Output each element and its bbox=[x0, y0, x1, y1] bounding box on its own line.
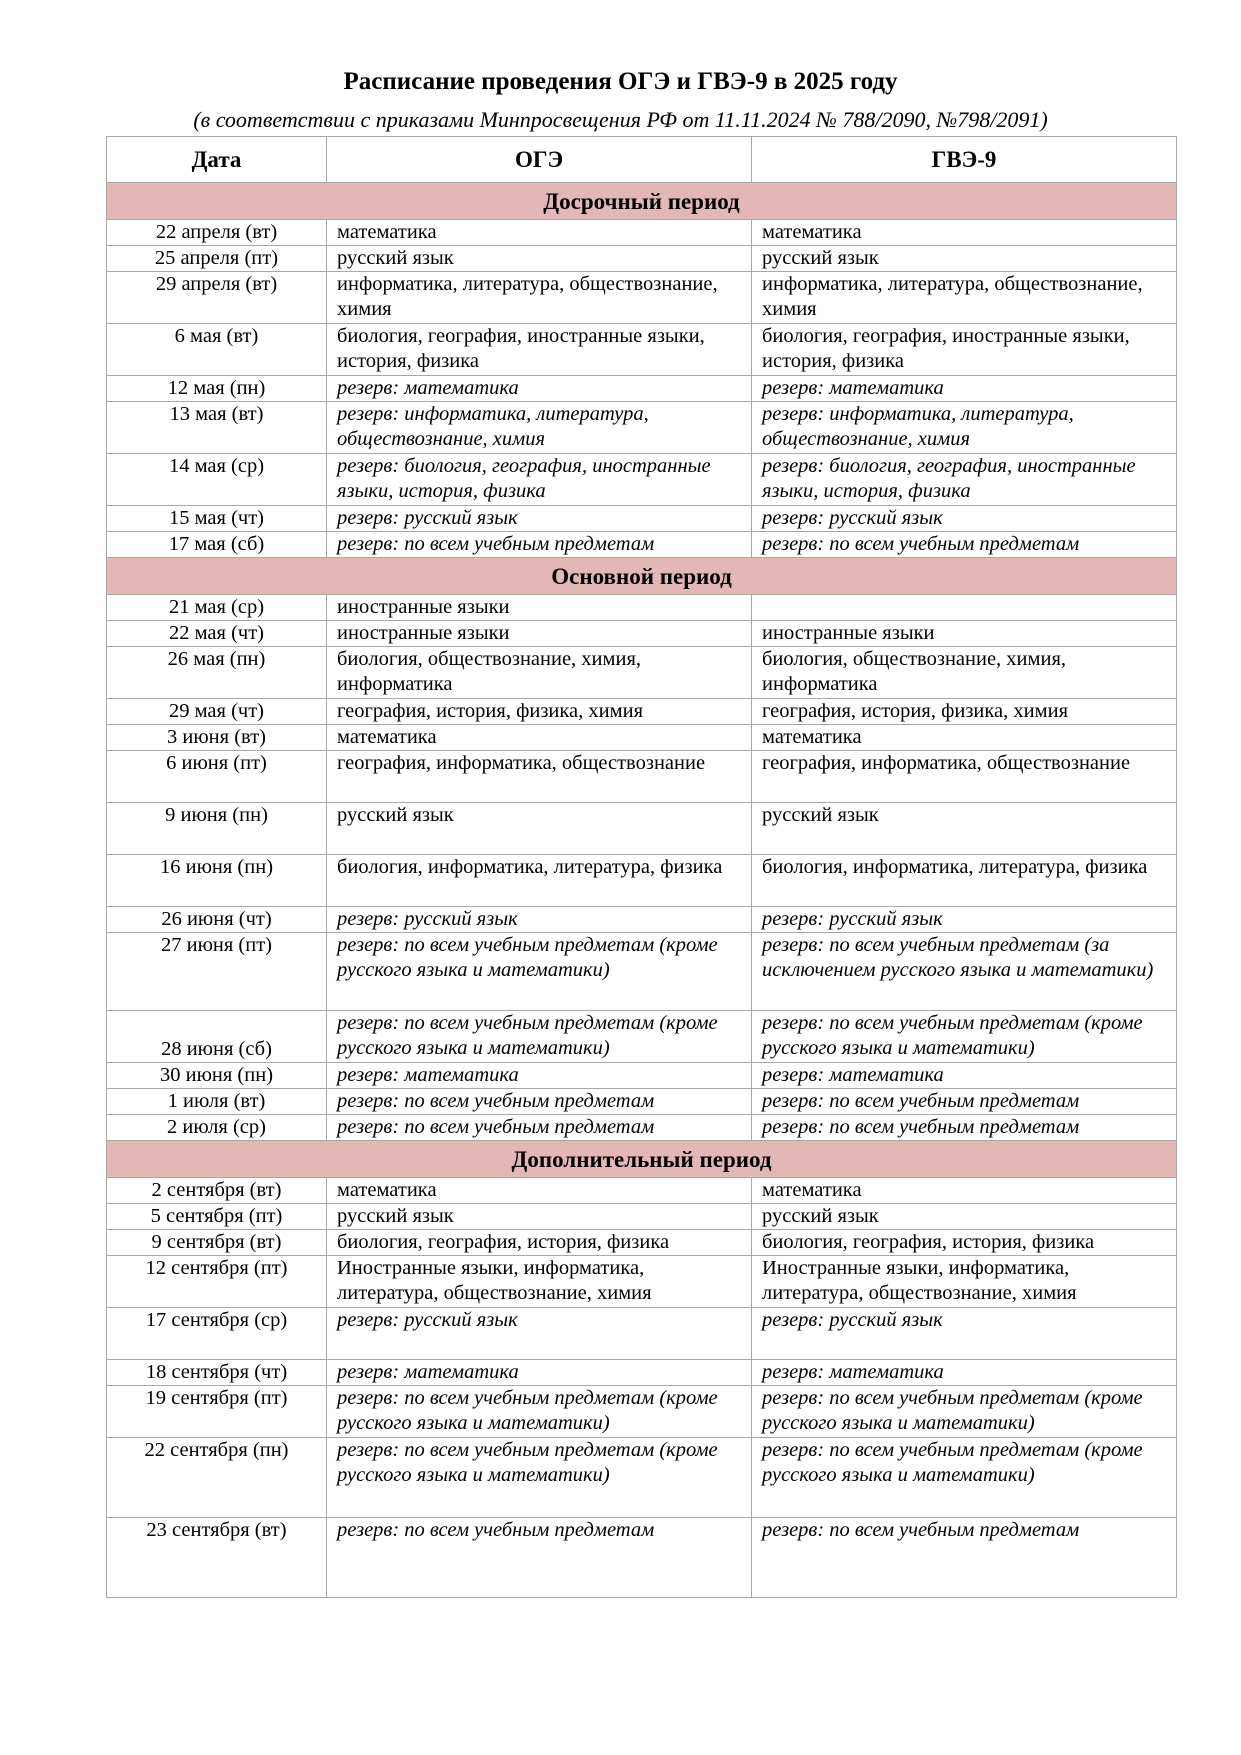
table-row bbox=[107, 1256, 1177, 1308]
date-cell: 15 мая (чт) bbox=[107, 506, 327, 532]
table-row bbox=[107, 402, 1177, 454]
table-row bbox=[107, 1089, 1177, 1115]
oge-cell: информатика, литература, обществознание, химия bbox=[327, 272, 752, 324]
oge-cell: резерв: информатика, литература, обществознание, химия bbox=[327, 402, 752, 454]
date-cell: 29 мая (чт) bbox=[107, 699, 327, 725]
date-cell: 9 сентября (вт) bbox=[107, 1230, 327, 1256]
date-cell: 13 мая (вт) bbox=[107, 402, 327, 454]
table-row bbox=[107, 1308, 1177, 1360]
table-row bbox=[107, 1204, 1177, 1230]
date-cell: 18 сентября (чт) bbox=[107, 1360, 327, 1386]
date-cell: 2 сентября (вт) bbox=[107, 1178, 327, 1204]
oge-cell: иностранные языки bbox=[327, 595, 752, 621]
table-row bbox=[107, 454, 1177, 506]
gve-cell: биология, география, иностранные языки, история, физика bbox=[752, 324, 1177, 376]
date-cell: 19 сентября (пт) bbox=[107, 1386, 327, 1438]
oge-cell: биология, география, история, физика bbox=[327, 1230, 752, 1256]
date-cell: 26 июня (чт) bbox=[107, 907, 327, 933]
document-title: Расписание проведения ОГЭ и ГВЭ-9 в 2025 году bbox=[343, 68, 898, 95]
table-row bbox=[107, 1063, 1177, 1089]
table-row bbox=[107, 1115, 1177, 1141]
date-cell: 30 июня (пн) bbox=[107, 1063, 327, 1089]
oge-cell: математика bbox=[327, 1178, 752, 1204]
section-row-early bbox=[107, 183, 1177, 220]
gve-cell: биология, обществознание, химия, информатика bbox=[752, 647, 1177, 699]
oge-cell: резерв: биология, география, иностранные языки, история, физика bbox=[327, 454, 752, 506]
oge-cell: резерв: по всем учебным предметам bbox=[327, 1518, 752, 1598]
gve-cell: резерв: по всем учебным предметам bbox=[752, 1115, 1177, 1141]
gve-cell: резерв: русский язык bbox=[752, 506, 1177, 532]
gve-cell: резерв: математика bbox=[752, 1360, 1177, 1386]
oge-cell: резерв: по всем учебным предметам bbox=[327, 1089, 752, 1115]
date-cell: 27 июня (пт) bbox=[107, 933, 327, 1011]
table-row bbox=[107, 1386, 1177, 1438]
oge-cell: география, история, физика, химия bbox=[327, 699, 752, 725]
table-row bbox=[107, 324, 1177, 376]
header-row bbox=[107, 137, 1177, 183]
gve-cell: русский язык bbox=[752, 1204, 1177, 1230]
oge-cell: резерв: по всем учебным предметам (кроме русского языка и математики) bbox=[327, 933, 752, 1011]
oge-cell: резерв: по всем учебным предметам bbox=[327, 532, 752, 558]
gve-cell: резерв: биология, география, иностранные языки, история, физика bbox=[752, 454, 1177, 506]
gve-cell: Иностранные языки, информатика, литература, обществознание, химия bbox=[752, 1256, 1177, 1308]
oge-cell: резерв: по всем учебным предметам (кроме русского языка и математики) bbox=[327, 1011, 752, 1063]
section-row-additional bbox=[107, 1141, 1177, 1178]
oge-cell: резерв: по всем учебным предметам (кроме русского языка и математики) bbox=[327, 1386, 752, 1438]
gve-cell: биология, география, история, физика bbox=[752, 1230, 1177, 1256]
gve-cell: резерв: математика bbox=[752, 1063, 1177, 1089]
oge-cell: резерв: русский язык bbox=[327, 506, 752, 532]
oge-cell: Иностранные языки, информатика, литература, обществознание, химия bbox=[327, 1256, 752, 1308]
table-row bbox=[107, 1360, 1177, 1386]
date-cell: 9 июня (пн) bbox=[107, 803, 327, 855]
header-date: Дата bbox=[107, 137, 327, 183]
table-row bbox=[107, 647, 1177, 699]
gve-cell: информатика, литература, обществознание, химия bbox=[752, 272, 1177, 324]
date-cell: 5 сентября (пт) bbox=[107, 1204, 327, 1230]
gve-cell: резерв: по всем учебным предметам bbox=[752, 532, 1177, 558]
date-cell: 26 мая (пн) bbox=[107, 647, 327, 699]
oge-cell: резерв: по всем учебным предметам (кроме русского языка и математики) bbox=[327, 1438, 752, 1518]
gve-cell: иностранные языки bbox=[752, 621, 1177, 647]
oge-cell: резерв: русский язык bbox=[327, 1308, 752, 1360]
table-row bbox=[107, 1438, 1177, 1518]
date-cell: 14 мая (ср) bbox=[107, 454, 327, 506]
table-row bbox=[107, 220, 1177, 246]
date-cell: 16 июня (пн) bbox=[107, 855, 327, 907]
oge-cell: иностранные языки bbox=[327, 621, 752, 647]
table-row bbox=[107, 855, 1177, 907]
date-cell: 22 мая (чт) bbox=[107, 621, 327, 647]
date-cell: 25 апреля (пт) bbox=[107, 246, 327, 272]
gve-cell: биология, информатика, литература, физика bbox=[752, 855, 1177, 907]
oge-cell: биология, география, иностранные языки, история, физика bbox=[327, 324, 752, 376]
oge-cell: русский язык bbox=[327, 1204, 752, 1230]
oge-cell: резерв: русский язык bbox=[327, 907, 752, 933]
gve-cell: математика bbox=[752, 1178, 1177, 1204]
date-cell: 23 сентября (вт) bbox=[107, 1518, 327, 1598]
document-subtitle: (в соответствии с приказами Минпросвещения РФ от 11.11.2024 № 788/2090, №798/2091) bbox=[193, 107, 1048, 132]
oge-cell: биология, информатика, литература, физика bbox=[327, 855, 752, 907]
table-row bbox=[107, 1230, 1177, 1256]
section-title: Досрочный период bbox=[107, 183, 1177, 220]
date-cell: 17 сентября (ср) bbox=[107, 1308, 327, 1360]
table-row bbox=[107, 751, 1177, 803]
date-cell: 21 мая (ср) bbox=[107, 595, 327, 621]
table-row bbox=[107, 595, 1177, 621]
gve-cell: русский язык bbox=[752, 803, 1177, 855]
table-row bbox=[107, 725, 1177, 751]
table-row bbox=[107, 532, 1177, 558]
oge-cell: география, информатика, обществознание bbox=[327, 751, 752, 803]
gve-cell: география, информатика, обществознание bbox=[752, 751, 1177, 803]
gve-cell: резерв: по всем учебным предметам bbox=[752, 1518, 1177, 1598]
date-cell: 3 июня (вт) bbox=[107, 725, 327, 751]
section-title: Основной период bbox=[107, 558, 1177, 595]
date-cell: 22 апреля (вт) bbox=[107, 220, 327, 246]
schedule-table bbox=[106, 136, 1177, 1598]
date-cell: 29 апреля (вт) bbox=[107, 272, 327, 324]
oge-cell: резерв: математика bbox=[327, 376, 752, 402]
table-row bbox=[107, 246, 1177, 272]
gve-cell: математика bbox=[752, 725, 1177, 751]
oge-cell: математика bbox=[327, 725, 752, 751]
gve-cell: резерв: информатика, литература, обществознание, химия bbox=[752, 402, 1177, 454]
date-cell: 28 июня (сб) bbox=[107, 1011, 327, 1063]
gve-cell: математика bbox=[752, 220, 1177, 246]
gve-cell: резерв: по всем учебным предметам (кроме русского языка и математики) bbox=[752, 1386, 1177, 1438]
oge-cell: биология, обществознание, химия, информатика bbox=[327, 647, 752, 699]
oge-cell: резерв: математика bbox=[327, 1360, 752, 1386]
section-row-main bbox=[107, 558, 1177, 595]
gve-cell: география, история, физика, химия bbox=[752, 699, 1177, 725]
gve-cell bbox=[752, 595, 1177, 621]
table-row bbox=[107, 272, 1177, 324]
date-cell: 22 сентября (пн) bbox=[107, 1438, 327, 1518]
table-row bbox=[107, 933, 1177, 1011]
oge-cell: математика bbox=[327, 220, 752, 246]
oge-cell: русский язык bbox=[327, 803, 752, 855]
gve-cell: резерв: по всем учебным предметам (кроме русского языка и математики) bbox=[752, 1011, 1177, 1063]
table-row bbox=[107, 376, 1177, 402]
header-gve: ГВЭ-9 bbox=[752, 137, 1177, 183]
gve-cell: резерв: по всем учебным предметам (за исключением русского языка и математики) bbox=[752, 933, 1177, 1011]
date-cell: 17 мая (сб) bbox=[107, 532, 327, 558]
oge-cell: резерв: по всем учебным предметам bbox=[327, 1115, 752, 1141]
oge-cell: резерв: математика bbox=[327, 1063, 752, 1089]
gve-cell: резерв: математика bbox=[752, 376, 1177, 402]
gve-cell: русский язык bbox=[752, 246, 1177, 272]
gve-cell: резерв: по всем учебным предметам bbox=[752, 1089, 1177, 1115]
table-row bbox=[107, 803, 1177, 855]
date-cell: 1 июля (вт) bbox=[107, 1089, 327, 1115]
date-cell: 12 мая (пн) bbox=[107, 376, 327, 402]
gve-cell: резерв: по всем учебным предметам (кроме русского языка и математики) bbox=[752, 1438, 1177, 1518]
table-row bbox=[107, 907, 1177, 933]
date-cell: 2 июля (ср) bbox=[107, 1115, 327, 1141]
table-row bbox=[107, 1178, 1177, 1204]
date-cell: 12 сентября (пт) bbox=[107, 1256, 327, 1308]
date-cell: 6 июня (пт) bbox=[107, 751, 327, 803]
header-oge: ОГЭ bbox=[327, 137, 752, 183]
table-row bbox=[107, 621, 1177, 647]
table-row bbox=[107, 506, 1177, 532]
date-cell: 6 мая (вт) bbox=[107, 324, 327, 376]
table-row bbox=[107, 699, 1177, 725]
gve-cell: резерв: русский язык bbox=[752, 1308, 1177, 1360]
table-row bbox=[107, 1518, 1177, 1598]
oge-cell: русский язык bbox=[327, 246, 752, 272]
section-title: Дополнительный период bbox=[107, 1141, 1177, 1178]
table-row bbox=[107, 1011, 1177, 1063]
gve-cell: резерв: русский язык bbox=[752, 907, 1177, 933]
